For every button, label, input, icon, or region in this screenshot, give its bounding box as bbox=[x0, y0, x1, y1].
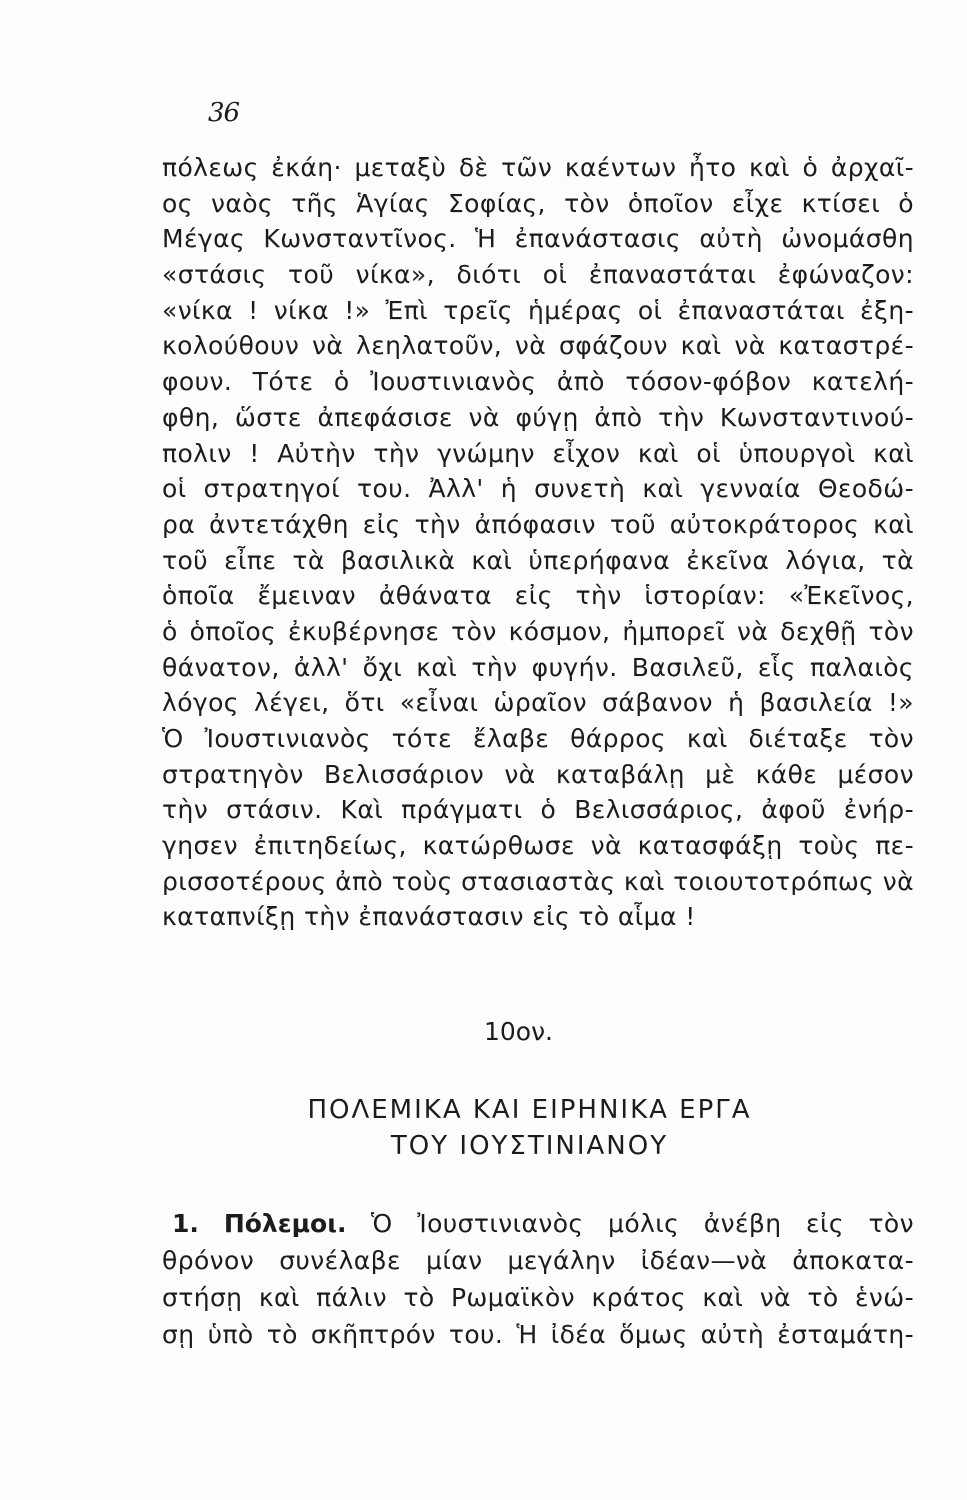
text-line: γησεν ἐπιτηδείως, κατώρθωσε νὰ κατασφάξῃ τοὺς πε- bbox=[162, 831, 914, 861]
chapter-title-line: ΠΟΛΕΜΙΚΑ ΚΑΙ ΕΙΡΗΝΙΚΑ ΕΡΓΑ bbox=[307, 1095, 752, 1125]
text-line: πόλεως ἐκάη· μεταξὺ δὲ τῶν καέντων ἦτο καὶ ὁ ἀρχαῖ- bbox=[162, 153, 914, 182]
body-text bbox=[162, 150, 914, 935]
text-line: καταπνίξῃ τὴν ἐπανάστασιν εἰς τὸ αἷμα ! bbox=[162, 902, 696, 932]
text-line: Μέγας Κωνσταντῖνος. Ἡ ἐπανάστασις αὐτὴ ὠνομάσθη bbox=[162, 224, 914, 254]
text-line: Ὁ Ἰουστινιανὸς τότε ἔλαβε θάρρος καὶ διέταξε τὸν bbox=[162, 724, 914, 753]
section-first-line bbox=[162, 1205, 914, 1242]
text-line: τὴν στάσιν. Καὶ πράγματι ὁ Βελισσάριος, ἀφοῦ ἐνήρ- bbox=[162, 795, 914, 825]
text-line: στήσῃ καὶ πάλιν τὸ Ρωμαϊκὸν κράτος καὶ νὰ τὸ ἑνώ- bbox=[162, 1283, 914, 1312]
text-line: «στάσις τοῦ νίκα», διότι οἱ ἐπαναστάται ἐφώναζον: bbox=[162, 260, 914, 290]
section-first-line-text: Ὁ Ἰουστινιανὸς μόλις ἀνέβη εἰς τὸν bbox=[371, 1209, 914, 1238]
text-line: φουν. Τότε ὁ Ἰουστινιανὸς ἀπὸ τόσον-φόβον κατελή- bbox=[162, 367, 914, 397]
text-line: «νίκα ! νίκα !» Ἐπὶ τρεῖς ἡμέρας οἱ ἐπαναστάται ἐξη- bbox=[162, 295, 914, 325]
text-line: ρα ἀντετάχθη εἰς τὴν ἀπόφασιν τοῦ αὐτοκράτορος καὶ bbox=[162, 509, 914, 539]
text-line: ος ναὸς τῆς Ἁγίας Σοφίας, τὸν ὁποῖον εἶχε κτίσει ὁ bbox=[162, 188, 914, 218]
text-line: θρόνον συνέλαβε μίαν μεγάλην ἰδέαν—νὰ ἀποκατα- bbox=[162, 1246, 914, 1275]
page-number: 36 bbox=[208, 98, 240, 128]
text-line: ὁποῖα ἔμειναν ἀθάνατα εἰς τὴν ἱστορίαν: «Ἐκεῖνος, bbox=[162, 581, 914, 611]
text-line: λόγος λέγει, ὅτι «εἶναι ὡραῖον σάβανον ἡ βασιλεία !» bbox=[162, 688, 914, 718]
text-line: σῃ ὑπὸ τὸ σκῆπτρόν του. Ἡ ἰδέα ὅμως αὐτὴ ἐσταμάτη- bbox=[162, 1320, 914, 1349]
text-line: τοῦ εἶπε τὰ βασιλικὰ καὶ ὑπερήφανα ἐκεῖνα λόγια, τὰ bbox=[162, 545, 914, 575]
chapter-number: 10ον. bbox=[483, 1017, 554, 1046]
text-line: κολούθουν νὰ λεηλατοῦν, νὰ σφάζουν καὶ νὰ καταστρέ- bbox=[162, 331, 914, 361]
section-heading: 1. Πόλεμοι. bbox=[172, 1209, 347, 1238]
chapter-title-line: ΤΟΥ ΙΟΥΣΤΙΝΙΑΝΟΥ bbox=[390, 1131, 669, 1161]
chapter-title bbox=[0, 1092, 967, 1164]
text-line: πολιν ! Αὐτὴν τὴν γνώμην εἶχον καὶ οἱ ὑπουργοὶ καὶ bbox=[162, 438, 914, 468]
section-paragraph bbox=[162, 1205, 914, 1353]
text-line: οἱ στρατηγοί του. Ἀλλ' ἡ συνετὴ καὶ γενναία Θεοδώ- bbox=[162, 474, 914, 504]
text-line: θάνατον, ἀλλ' ὄχι καὶ τὴν φυγήν. Βασιλεῦ, εἷς παλαιὸς bbox=[162, 652, 914, 682]
text-line: ὁ ὁποῖος ἐκυβέρνησε τὸν κόσμον, ἠμπορεῖ νὰ δεχθῇ τὸν bbox=[162, 616, 914, 646]
text-line: φθη, ὥστε ἀπεφάσισε νὰ φύγῃ ἀπὸ τὴν Κωνσταντινού- bbox=[162, 402, 914, 432]
text-line: στρατηγὸν Βελισσάριον νὰ καταβάλῃ μὲ κάθε μέσον bbox=[162, 759, 914, 789]
text-line: ρισσοτέρους ἀπὸ τοὺς στασιαστὰς καὶ τοιουτοτρόπως νὰ bbox=[162, 866, 914, 896]
